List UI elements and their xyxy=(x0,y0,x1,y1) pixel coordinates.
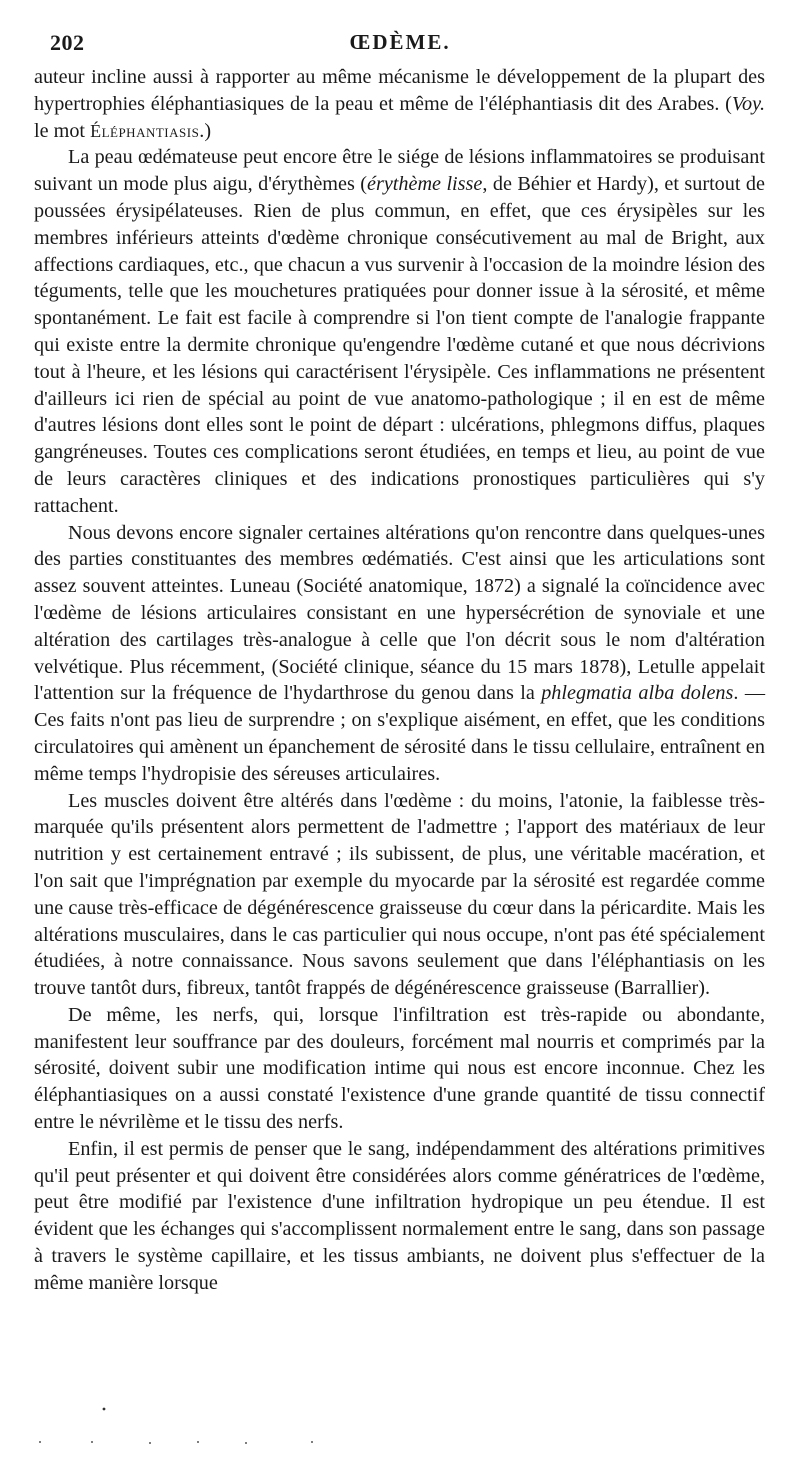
ink-speck xyxy=(197,1441,199,1443)
page-number: 202 xyxy=(50,30,85,55)
smallcaps-text: Éléphantiasis xyxy=(90,120,200,141)
body-text xyxy=(34,64,765,1297)
paragraph xyxy=(34,1136,765,1297)
page-header xyxy=(50,26,760,60)
ink-speck xyxy=(91,1441,93,1443)
text-run: . — Ces faits n'ont pas lieu de surprendre ; on s'explique aisément, en effet, que les conditions circulatoires qui amènent un épanchement de sérosité dans le tissu cellulaire, entraînent en même temps l'hydropisie des séreuses articulaires. xyxy=(34,682,766,785)
ink-speck xyxy=(311,1441,313,1443)
text-run: .) xyxy=(199,119,212,142)
paragraph xyxy=(34,788,765,1002)
text-run: La peau œdémateuse peut encore être le siége de lésions inflammatoires se produisant suivant un mode plus aigu, d'érythèmes ( xyxy=(34,146,765,196)
text-run: Les muscles doivent être altérés dans l'œdème : du moins, l'atonie, la faiblesse très-marquée qu'ils présentent alors permettent de l'admettre ; l'apport des matériaux de leur nutrition y est certainement entravé ; ils subissent, de plus, une véritable macération, et l'on sait que l'imprégnation par exemple du myocarde par la sérosité est regardée comme une cause très-efficace de dégénérescence graisseuse du cœur dans la péricardite. Mais les altérations musculaires, dans le cas particulier qui nous occupe, n'ont pas été spécialement étudiées, à notre connaissance. Nous savons seulement que dans l'éléphantiasis on les trouve tantôt durs, fibreux, tantôt frappés de dégénérescence graisseuse (Barrallier). xyxy=(34,789,765,1000)
italic-text: phlegmatia alba dolens xyxy=(541,682,734,705)
italic-text: Voy. xyxy=(731,92,765,115)
paragraph xyxy=(34,520,765,788)
ink-speck xyxy=(103,1408,106,1411)
paragraph xyxy=(34,1002,765,1136)
running-title: ŒDÈME. xyxy=(349,30,451,54)
text-run: Enfin, il est permis de penser que le sang, indépendamment des altérations primitives qu'il peut présenter et qui doivent être considérées alors comme génératrices de l'œdème, peut être modifié par l'existence d'une infiltration hydropique un peu étendue. Il est évident que les échanges qui s'accomplissent normalement entre le sang, dans son passage à travers le système capillaire, et les tissus ambiants, ne doivent plus s'effectuer de la même manière lorsque xyxy=(34,1137,765,1294)
text-run: auteur incline aussi à rapporter au même mécanisme le développement de la plupart des hypertrophies éléphantiasiques de la peau et même de l'éléphantiasis dit des Arabes. ( xyxy=(34,66,765,115)
ink-speck xyxy=(149,1442,151,1444)
text-run: le mot xyxy=(34,119,91,142)
ink-speck xyxy=(245,1442,247,1444)
text-run: Nous devons encore signaler certaines altérations qu'on rencontre dans quelques-unes des parties constituantes des membres œdématiés. C'est ainsi que les articulations sont assez souvent atteintes. Luneau (Société anatomique, 1872) a signalé la coïncidence avec l'œdème de lésions articulaires consistant en une hypersécrétion de synoviale et une altération des cartilages très-analogue à celle que l'on décrit sous le nom d'altération velvétique. Plus récemment, (Société clinique, séance du 15 mars 1878), Letulle appelait l'attention sur la fréquence de l'hydarthrose du genou dans la xyxy=(34,521,765,705)
text-run: , de Béhier et Hardy), et surtout de poussées érysipélateuses. Rien de plus commun, en effet, que ces érysipèles sur les membres inférieurs atteints d'œdème chronique consécutivement au mal de Bright, aux affections cardiaques, etc., que chacun a vus survenir à l'occasion de la moindre lésion des téguments, telle que les mouchetures pratiquées pour donner issue à la sérosité, et même spontanément. Le fait est facile à comprendre si l'on tient compte de l'analogie frappante qui existe entre la dermite chronique qu'engendre l'œdème cutané et que nous décrivions tout à l'heure, et les lésions qui caractérisent l'érysipèle. Ces inflammations ne présentent d'ailleurs ici rien de spécial au point de vue anatomo-pathologique ; il en est de même d'autres lésions dont elles sont le point de départ : ulcérations, phlegmons diffus, plaques gangréneuses. Toutes ces complications seront étudiées, en temps et lieu, au point de vue de leurs caractères cliniques et des indications pronostiques particulières qui s'y rattachent. xyxy=(34,173,765,517)
italic-text: érythème lisse xyxy=(367,173,483,196)
paragraph xyxy=(34,64,765,144)
ink-speck xyxy=(39,1441,41,1443)
text-run: De même, les nerfs, qui, lorsque l'infiltration est très-rapide ou abondante, manifestent leur souffrance par des douleurs, forcément mal nourris et comprimés par la sérosité, doivent subir une modification intime qui nous est encore inconnue. Chez les éléphantiasiques on a aussi constaté l'existence d'une grande quantité de tissu connectif entre le névrilème et le tissu des nerfs. xyxy=(34,1003,765,1134)
paragraph xyxy=(34,144,765,519)
print-specks xyxy=(0,1400,800,1460)
